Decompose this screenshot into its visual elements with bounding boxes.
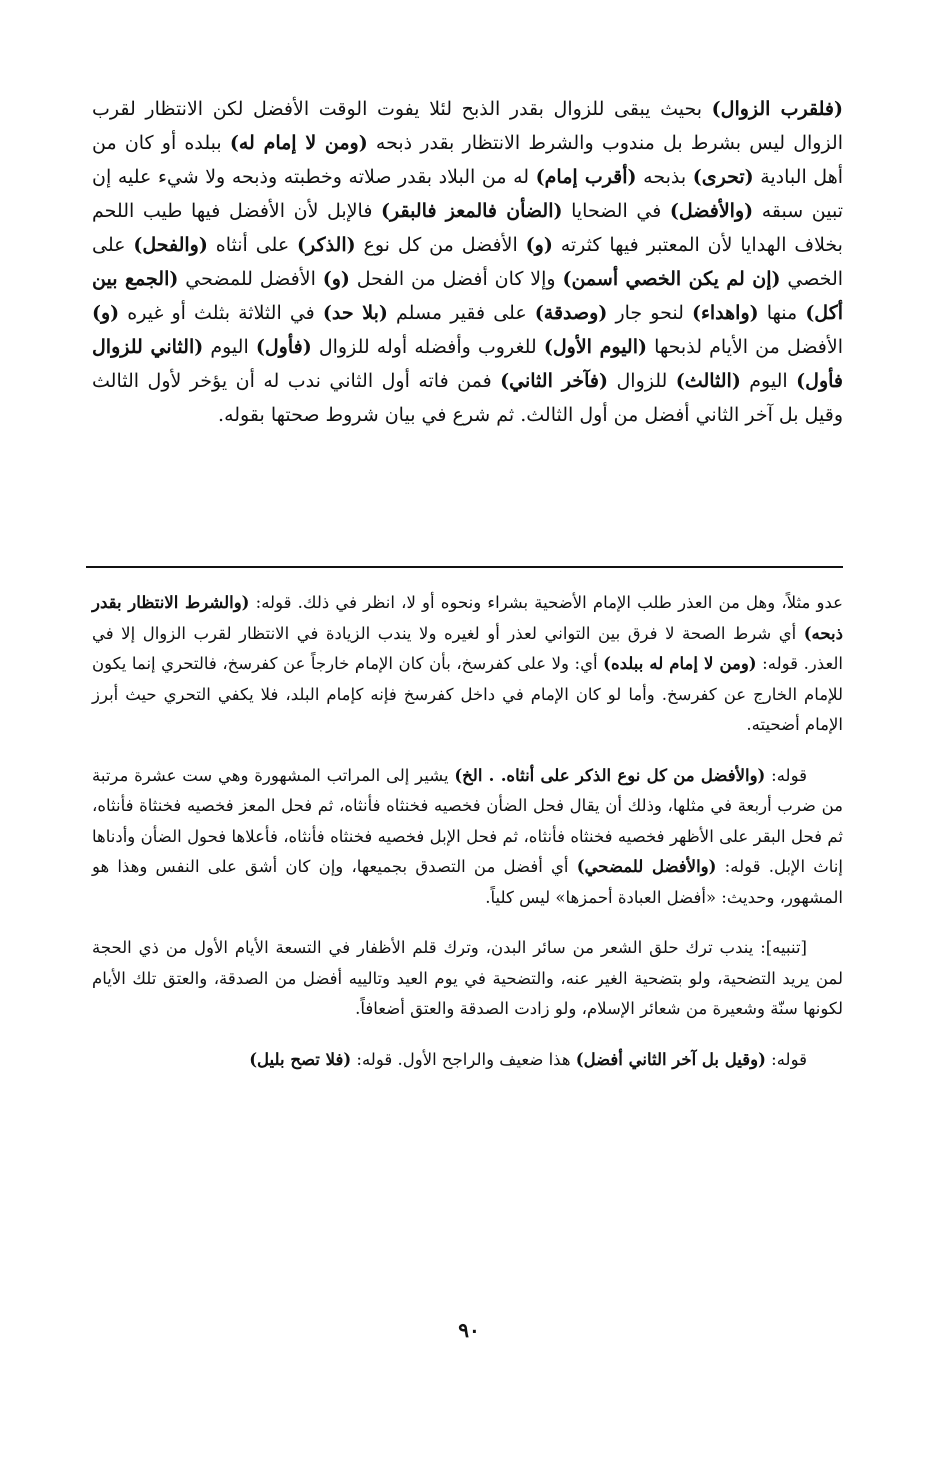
main-bold-segment: (اليوم الأول): [543, 336, 647, 358]
commentary-paragraph-3: [92, 933, 843, 1025]
main-bold-segment: (بلا حد): [322, 302, 388, 324]
main-bold-segment: (فأول): [255, 336, 312, 358]
book-page: [92, 92, 843, 1470]
main-text-segment: بحيث يبقى للزوال بقدر الذبح لئلا يفوت الوقت الأفضل لكن الانتظار لقرب الزوال ليس بشرط بل مندوب والشرط الانتظار بقدر ذبحه: [92, 98, 844, 154]
main-text-segment: الأفضل من كل نوع: [355, 234, 526, 256]
main-bold-segment: (تحرى): [692, 166, 754, 188]
main-bold-segment: (الذكر): [297, 234, 356, 256]
main-bold-segment: (وصدقة): [534, 302, 608, 324]
main-bold-segment: (أقرب إمام): [535, 166, 637, 188]
main-text-segment: الأفضل من الأيام لذبحها: [647, 336, 844, 358]
main-text-segment: بذبحه: [636, 166, 693, 188]
commentary-text-segment: أي: ولا على كفرسخ، بأن كان الإمام خارجاً عن كفرسخ، فالتحري إنما يكون للإمام الخارج عن كفرسخ. وأما لو كان الإمام في داخل كفرسخ فإنه كإمام البلد، فلا يكفي التحري حيث أبرز الإمام أضحيته.: [92, 654, 843, 734]
main-bold-segment: (ومن لا إمام له): [229, 132, 368, 154]
main-bold-segment: (و): [322, 268, 350, 290]
main-bold-segment: (والأفضل): [669, 200, 754, 222]
footnote-divider: [86, 566, 843, 568]
commentary-bold-segment: (وقيل بل آخر الثاني أفضل): [575, 1049, 766, 1069]
main-text-segment: فمن فاته أول الثاني ندب له أن يؤخر لأول الثالث وقيل بل آخر الثاني أفضل من أول الثالث. ثم شرع في بيان شروط صحتها بقوله.: [92, 370, 843, 426]
commentary-text-segment: أي أفضل من التصدق بجميعها، وإن كان أشق على النفس وهذا هو المشهور، وحديث: «أفضل العبادة أحمزها» ليس كلياً.: [92, 857, 843, 907]
main-bold-segment: (و): [92, 302, 120, 324]
main-text-segment: في الثلاثة بثلث أو غيره: [119, 302, 323, 324]
main-bold-segment: (الجمع بين أكل): [92, 268, 844, 324]
main-text-segment: للزوال: [608, 370, 676, 392]
commentary-text-segment: [تنبيه]: يندب ترك حلق الشعر من سائر البدن، وترك قلم الأظفار في التسعة الأيام الأول من ذي الحجة لمن يريد التضحية، ولو بتضحية الغير عنه، والتضحية في يوم العيد وتالييه أفضل من الصدقة، والعتق تلك الأيام لكونها سنّة وشعيرة من شعائر الإسلام، ولو زادت الصدقة والعتق أضعافاً.: [92, 938, 843, 1018]
main-text-segment: على فقير مسلم: [387, 302, 535, 324]
main-text-segment: ببلده أو كان من أهل البادية: [92, 132, 843, 188]
commentary-text-segment: قوله:: [765, 1049, 807, 1069]
main-text: [92, 92, 843, 432]
main-text-segment: على الخصي: [92, 234, 844, 290]
main-bold-segment: (الضأن فالمعز فالبقر): [381, 200, 563, 222]
commentary-bold-segment: (فلا تصح بليل): [249, 1049, 352, 1069]
main-bold-segment: (و): [525, 234, 553, 256]
main-text-segment: فالإبل لأن الأفضل فيها طيب اللحم بخلاف الهدايا لأن المعتبر فيها كثرته: [92, 200, 843, 256]
commentary-paragraph-2: [92, 761, 843, 914]
commentary-text-segment: يشير إلى المراتب المشهورة وهي ست عشرة مرتبة من ضرب أربعة في مثلها، وذلك أن يقال فحل الضأن فخصيه فخنثاه فأنثاه، ثم فحل المعز فخصيه فخنثاة فأنثاه، ثم فحل البقر على الأظهر فخصيه فخنثاه فأنثاه، ثم فحل الإبل فخصيه فخنثاه فأنثاه، فأعلاها فحول الضأن وأدناها إناث الإبل. قوله:: [92, 765, 843, 876]
commentary-text-segment: أي شرط الصحة لا فرق بين التواني لعذر أو لغيره ولا يندب الزيادة في الانتظار لقرب الزوال إلا في العذر. قوله:: [92, 623, 844, 673]
commentary-text-segment: هذا ضعيف والراجح الأول. قوله:: [351, 1049, 576, 1069]
main-text-segment: وإلا كان أفضل من الفحل: [349, 268, 563, 290]
page-number: ٩٠: [458, 1318, 480, 1342]
main-bold-segment: (فآخر الثاني): [500, 370, 609, 392]
main-bold-segment: (واهداء): [691, 302, 759, 324]
commentary-bold-segment: (والأفضل للمضحي): [576, 857, 717, 876]
main-bold-segment: (الثالث): [675, 370, 741, 392]
commentary-paragraph-1: [92, 588, 843, 741]
commentary-text-segment: عدو مثلاً، وهل من العذر طلب الإمام الأضحية بشراء ونحوه أو لا، انظر في ذلك. قوله:: [249, 593, 844, 612]
main-text-segment: الأفضل للمضحي: [178, 268, 323, 290]
commentary-paragraph-4: [92, 1045, 843, 1076]
commentary-text-segment: قوله:: [765, 765, 807, 785]
main-text-segment: اليوم: [740, 370, 797, 392]
commentary-bold-segment: (والشرط الانتظار بقدر ذبحه): [92, 593, 843, 643]
main-text-segment: له من البلاد بقدر صلاته وخطبته وذبحه ولا شيء عليه إن تبين سبقه: [92, 166, 844, 222]
commentary: [92, 588, 843, 1075]
main-text-segment: اليوم: [203, 336, 256, 358]
main-bold-segment: (والفحل): [133, 234, 208, 256]
commentary-bold-segment: (ومن لا إمام له ببلده): [603, 654, 757, 673]
main-text-segment: على أنثاه: [207, 234, 298, 256]
main-bold-segment: (إن لم يكن الخصي أسمن): [562, 268, 781, 290]
main-bold-segment: (فلقرب الزوال): [711, 98, 843, 120]
main-text-segment: منها: [758, 302, 806, 324]
commentary-bold-segment: (والأفضل من كل نوع الذكر على أنثاه. . الخ): [454, 765, 766, 785]
main-text-segment: في الضحايا: [562, 200, 670, 222]
main-text-segment: لنحو جار: [607, 302, 692, 324]
main-text-segment: للغروب وأفضله أوله للزوال: [311, 336, 544, 358]
main-paragraph: [92, 92, 843, 432]
main-bold-segment: (الثاني للزوال فأول): [92, 336, 843, 392]
